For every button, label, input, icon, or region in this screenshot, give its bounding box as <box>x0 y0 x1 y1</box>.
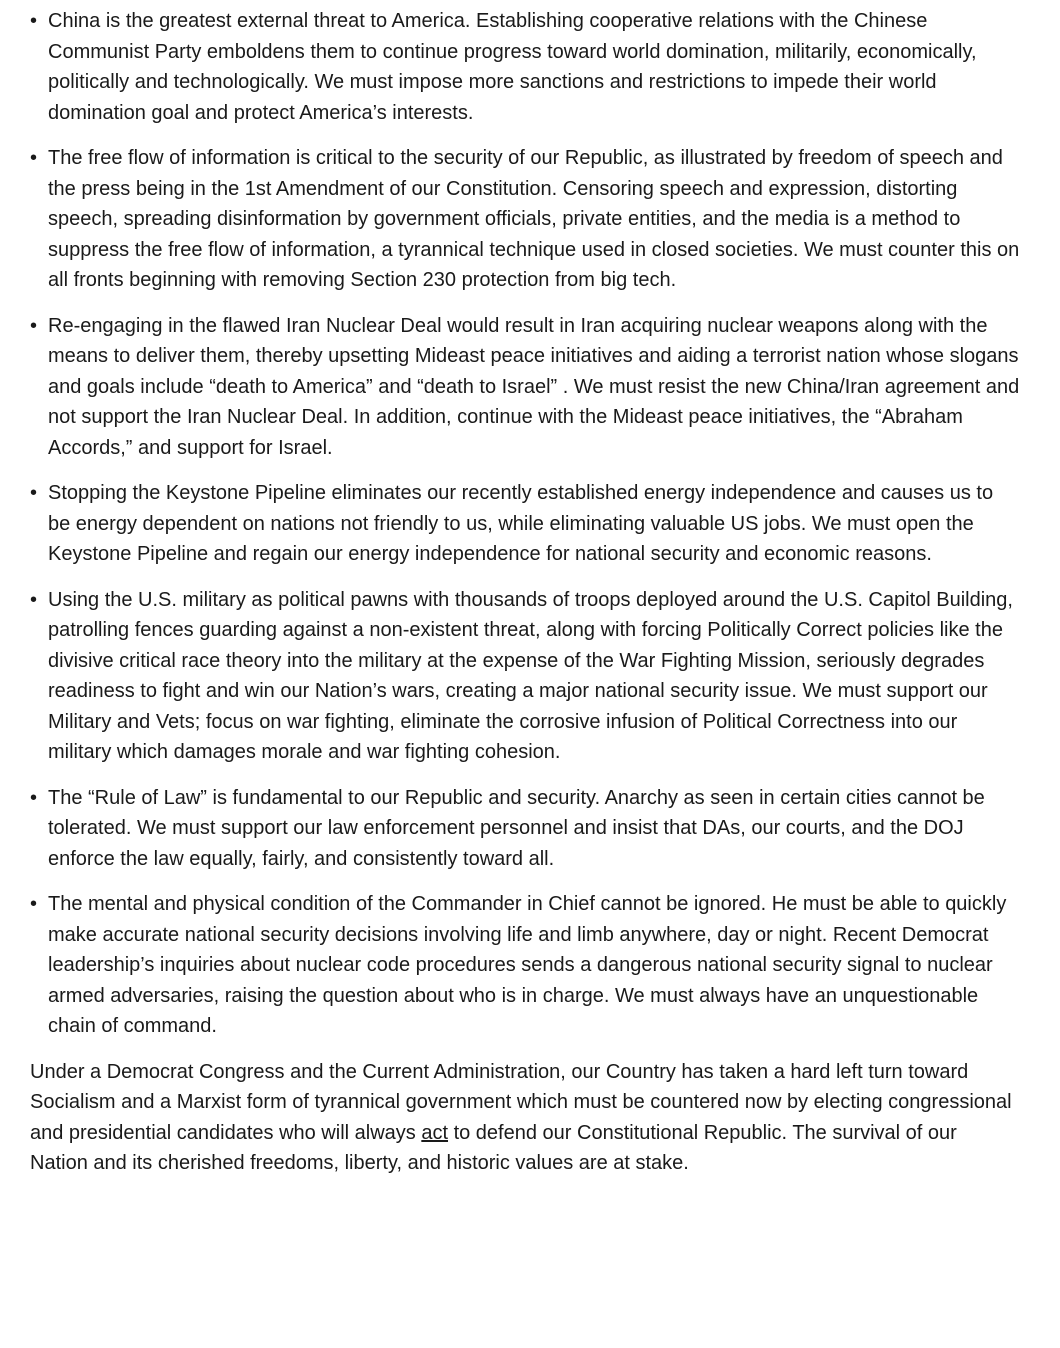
closing-text-before: Under a Democrat Congress and the Current Administration, our Country has taken a hard left turn toward Socialism and a Marxist form of tyrannical government which must be countered now by electing congressional and presidential candidates who will always <box>30 1060 1012 1144</box>
bullet-text: Re-engaging in the flawed Iran Nuclear Deal would result in Iran acquiring nuclear weapons along with the means to deliver them, thereby upsetting Mideast peace initiatives and aiding a terrorist nation whose slogans and goals include “death to America” and “death to Israel” . We must resist the new China/Iran agreement and not support the Iran Nuclear Deal. In addition, continue with the Mideast peace initiatives, the “Abraham Accords,” and support for Israel. <box>48 314 1020 459</box>
bullet-text: Stopping the Keystone Pipeline eliminates our recently established energy independence and causes us to be energy dependent on nations not friendly to us, while eliminating valuable US jobs. We must open the Keystone Pipeline and regain our energy independence for national security and economic reasons. <box>48 482 994 565</box>
bullet-item-free-flow-information <box>30 143 1020 296</box>
bullet-dot-icon: • <box>30 147 38 169</box>
bullet-dot-icon: • <box>30 588 38 611</box>
bullet-item-rule-of-law <box>30 783 1020 875</box>
bullet-text: The “Rule of Law” is fundamental to our Republic and security. Anarchy as seen in certain cities cannot be tolerated. We must support our law enforcement personnel and insist that DAs, our courts, and the DOJ enforce the law equally, fairly, and consistently toward all. <box>48 786 985 870</box>
bullet-text: Using the U.S. military as political pawns with thousands of troops deployed around the U.S. Capitol Building, patrolling fences guarding against a non-existent threat, along with forcing Politically Correct policies like the divisive critical race theory into the military at the expense of the War Fighting Mission, seriously degrades readiness to fight and win our Nation’s wars, creating a major national security issue. We must support our Military and Vets; focus on war fighting, eliminate the corrosive infusion of Political Correctness into our military which damages morale and war fighting cohesion. <box>48 588 1013 763</box>
bullet-text: The free flow of information is critical to the security of our Republic, as illustrated by freedom of speech and the press being in the 1st Amendment of our Constitution. Censoring speech and expression, distorting speech, spreading disinformation by government officials, private entities, and the media is a method to suppress the free flow of information, a tyrannical technique used in closed societies. We must counter this on all fronts beginning with removing Section 230 protection from big tech. <box>48 147 1020 291</box>
bullet-dot-icon: • <box>30 10 38 32</box>
bullet-item-military <box>30 585 1020 768</box>
bullet-text: China is the greatest external threat to America. Establishing cooperative relations with the Chinese Communist Party emboldens them to continue progress toward world domination, militarily, economically, politically and technologically. We must impose more sanctions and restrictions to impede their world domination goal and protect America’s interests. <box>48 10 977 124</box>
bullet-dot-icon: • <box>30 893 38 915</box>
bullet-dot-icon: • <box>30 314 38 337</box>
closing-underlined-word: act <box>421 1121 449 1144</box>
bullet-dot-icon: • <box>30 786 38 809</box>
closing-text-after: to defend our Constitutional Republic. The survival of our Nation and its cherished freedoms, liberty, and historic values are at stake. <box>30 1121 957 1174</box>
bullet-item-commander-in-chief <box>30 889 1020 1042</box>
bullet-item-iran-nuclear-deal <box>30 311 1020 464</box>
bullet-text: The mental and physical condition of the Commander in Chief cannot be ignored. He must be able to quickly make accurate national security decisions involving life and limb anywhere, day or night. Recent Democrat leadership’s inquiries about nuclear code procedures sends a dangerous national security signal to nuclear armed adversaries, raising the question about who is in charge. We must always have an unquestionable chain of command. <box>48 893 1007 1037</box>
bullet-item-keystone-pipeline <box>30 478 1020 570</box>
closing-paragraph <box>30 1057 1020 1179</box>
bullet-dot-icon: • <box>30 482 38 504</box>
bullet-item-china <box>30 6 1020 128</box>
bullet-list <box>30 6 1020 1042</box>
